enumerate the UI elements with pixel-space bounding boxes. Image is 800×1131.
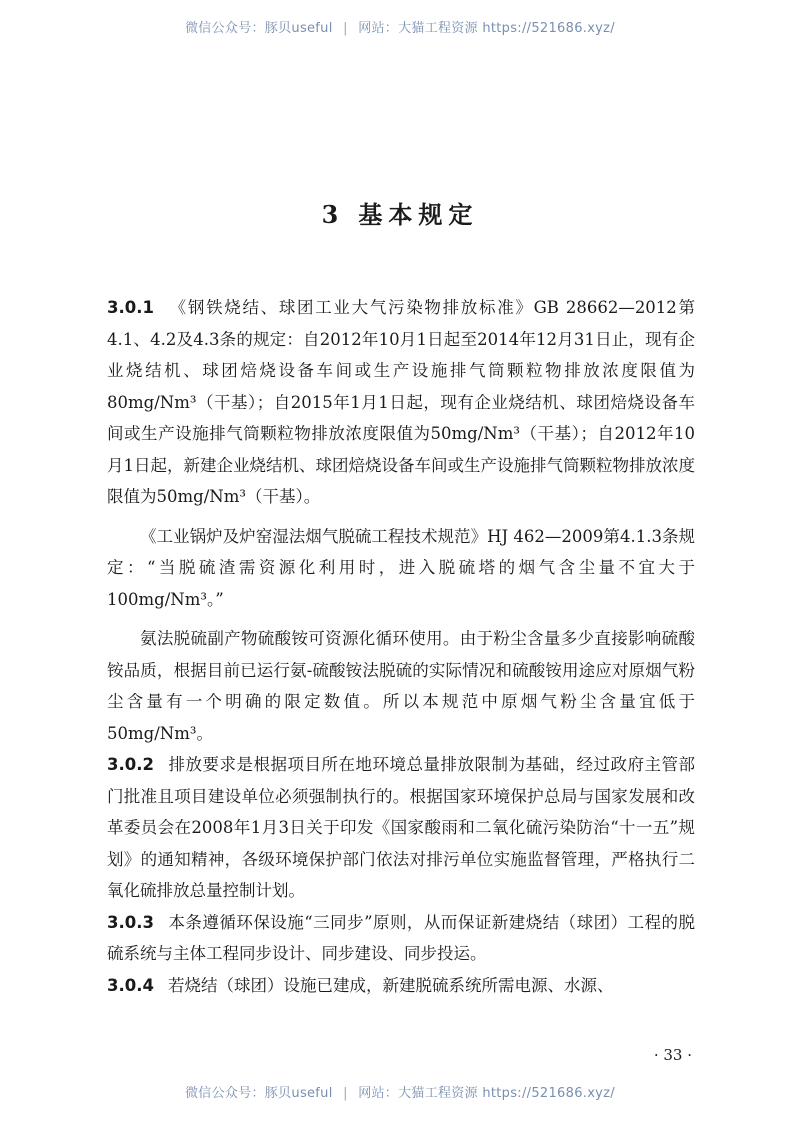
clause-text: 本条遵循环保设施“三同步”原则，从而保证新建烧结（球团）工程的脱硫系统与主体工程同步设计、同步建设、同步投运。 — [107, 912, 695, 963]
watermark-site-link[interactable]: 网站：大猫工程资源 https://521686.xyz/ — [358, 1086, 615, 1101]
watermark-separator: | — [343, 1086, 348, 1101]
watermark-bottom — [0, 1082, 800, 1101]
watermark-site-link[interactable]: 网站：大猫工程资源 https://521686.xyz/ — [358, 21, 615, 36]
clause-number: 3.0.1 — [107, 298, 154, 317]
clause-text: 排放要求是根据项目所在地环境总量排放限制为基础，经过政府主管部门批准且项目建设单位必须强制执行的。根据国家环境保护总局与国家发展和改革委员会在2008年1月3日关于印发《国家酸雨和二氧化硫污染防治“十一五”规划》的通知精神，各级环境保护部门依法对排污单位实施监督管理，严格执行二氧化硫排放总量控制计划。 — [107, 755, 695, 900]
clause-3-0-1 — [107, 292, 695, 513]
clause-3-0-1-paragraph-3: 氨法脱硫副产物硫酸铵可资源化循环使用。由于粉尘含量多少直接影响硫酸铵品质，根据目前已运行氨-硫酸铵法脱硫的实际情况和硫酸铵用途应对原烟气粉尘含量有一个明确的限定数值。所以本规范中原烟气粉尘含量宜低于50mg/Nm³。 — [107, 629, 695, 743]
document-body — [107, 292, 695, 1001]
clause-number: 3.0.4 — [107, 975, 154, 995]
watermark-wechat-link[interactable]: 微信公众号：豚贝useful — [185, 1086, 333, 1101]
clause-3-0-3 — [107, 907, 695, 970]
chapter-number: 3 — [321, 200, 345, 229]
clause-3-0-1-paragraph-2: 《工业锅炉及炉窑湿法烟气脱硫工程技术规范》HJ 462—2009第4.1.3条规定：“当脱硫渣需资源化利用时，进入脱硫塔的烟气含尘量不宜大于100mg/Nm³。” — [107, 526, 695, 609]
watermark-separator: | — [343, 21, 348, 36]
chapter-title — [0, 195, 800, 230]
clause-number: 3.0.3 — [107, 912, 154, 932]
clause-3-0-2 — [107, 749, 695, 907]
watermark-top — [0, 17, 800, 36]
page-number: · 33 · — [653, 1046, 692, 1064]
watermark-wechat-link[interactable]: 微信公众号：豚贝useful — [185, 21, 333, 36]
clause-text: 若烧结（球团）设施已建成，新建脱硫系统所需电源、水源、 — [167, 975, 614, 995]
chapter-heading: 基本规定 — [358, 200, 479, 229]
clause-3-0-4 — [107, 970, 695, 1002]
clause-number: 3.0.2 — [107, 755, 154, 774]
clause-text: 《钢铁烧结、球团工业大气污染物排放标准》GB 28662—2012第4.1、4.2及4.3条的规定：自2012年10月1日起至2014年12月31日止，现有企业烧结机、球团焙烧设备车间或生产设施排气筒颗粒物排放浓度限值为80mg/Nm³（干基）；自2015年1月1日起，现有企业烧结机、球团焙烧设备车间或生产设施排气筒颗粒物排放浓度限值为50mg/Nm³（干基）；自2012年10月1日起，新建企业烧结机、球团焙烧设备车间或生产设施排气筒颗粒物排放浓度限值为50mg/Nm³（干基）。 — [107, 298, 695, 506]
